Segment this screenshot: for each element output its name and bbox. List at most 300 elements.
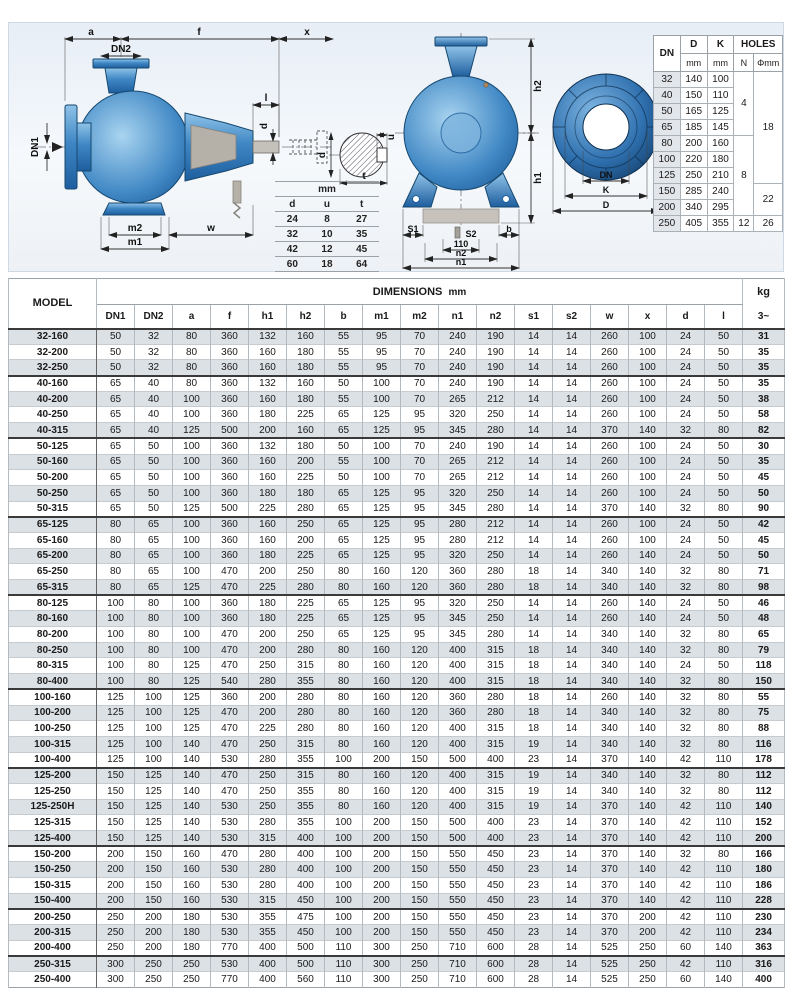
dim-cell: 140 bbox=[629, 878, 667, 894]
dim-cell: 65 bbox=[97, 485, 135, 501]
dim-cell: 80 bbox=[325, 721, 363, 737]
dim-cell: 150 bbox=[97, 768, 135, 784]
model-cell: 65-250 bbox=[9, 564, 97, 580]
dim-cell: 65 bbox=[97, 438, 135, 454]
model-cell: 32-160 bbox=[9, 329, 97, 345]
dim-cell: 315 bbox=[287, 658, 325, 674]
shaft-table-cell: 8 bbox=[310, 212, 345, 227]
shaft-table-columns bbox=[275, 197, 379, 212]
dim-cell: 95 bbox=[401, 501, 439, 517]
dim-cell: 50 bbox=[705, 407, 743, 423]
col-header-a: a bbox=[173, 305, 211, 329]
dim-cell: 360 bbox=[211, 485, 249, 501]
dim-cell: 400 bbox=[439, 642, 477, 658]
dim-cell: 360 bbox=[211, 548, 249, 564]
dim-cell: 32 bbox=[667, 689, 705, 705]
dim-cell: 14 bbox=[553, 360, 591, 376]
dim-cell: 120 bbox=[401, 721, 439, 737]
dim-cell: 95 bbox=[401, 517, 439, 533]
dim-cell: 50 bbox=[325, 470, 363, 486]
kg-cell: 35 bbox=[743, 344, 785, 360]
dim-label-l: l bbox=[264, 93, 268, 104]
dim-cell: 470 bbox=[211, 564, 249, 580]
table-row bbox=[9, 595, 785, 611]
dim-cell: 370 bbox=[591, 501, 629, 517]
dim-cell: 475 bbox=[287, 909, 325, 925]
dim-cell: 530 bbox=[211, 752, 249, 768]
dim-cell: 65 bbox=[135, 564, 173, 580]
dim-cell: 50 bbox=[705, 470, 743, 486]
kg-cell: 180 bbox=[743, 862, 785, 878]
model-cell: 125-250 bbox=[9, 783, 97, 799]
dim-cell: 280 bbox=[287, 642, 325, 658]
dim-cell: 132 bbox=[249, 438, 287, 454]
kg-cell: 363 bbox=[743, 940, 785, 956]
dim-cell: 370 bbox=[591, 893, 629, 909]
dim-cell: 250 bbox=[97, 909, 135, 925]
dim-cell: 600 bbox=[477, 972, 515, 988]
dim-cell: 160 bbox=[173, 878, 211, 894]
dim-label-b: b bbox=[506, 224, 512, 234]
dim-cell: 70 bbox=[401, 438, 439, 454]
dim-cell: 360 bbox=[211, 360, 249, 376]
dim-cell: 65 bbox=[325, 485, 363, 501]
dim-cell: 42 bbox=[667, 925, 705, 941]
model-cell: 80-315 bbox=[9, 658, 97, 674]
shaft-table-cell: 60 bbox=[275, 257, 310, 272]
dim-cell: 260 bbox=[591, 470, 629, 486]
dim-cell: 65 bbox=[325, 627, 363, 643]
dim-cell: 65 bbox=[325, 611, 363, 627]
dim-cell: 65 bbox=[135, 548, 173, 564]
dim-cell: 100 bbox=[173, 517, 211, 533]
dim-cell: 14 bbox=[553, 909, 591, 925]
dim-cell: 250 bbox=[401, 972, 439, 988]
table-row bbox=[9, 783, 785, 799]
table-row bbox=[9, 878, 785, 894]
dim-cell: 340 bbox=[591, 580, 629, 596]
dim-cell: 300 bbox=[363, 972, 401, 988]
dim-cell: 120 bbox=[401, 658, 439, 674]
dim-cell: 280 bbox=[287, 689, 325, 705]
dim-cell: 80 bbox=[97, 580, 135, 596]
dim-cell: 120 bbox=[401, 783, 439, 799]
dim-cell: 100 bbox=[97, 595, 135, 611]
flange-d-cell: 185 bbox=[680, 120, 707, 136]
dim-cell: 280 bbox=[477, 580, 515, 596]
dim-cell: 55 bbox=[325, 360, 363, 376]
flange-drawing bbox=[549, 67, 667, 235]
dim-cell: 110 bbox=[705, 878, 743, 894]
dim-cell: 160 bbox=[287, 376, 325, 392]
flange-label-k: K bbox=[602, 185, 610, 195]
dim-cell: 110 bbox=[325, 956, 363, 972]
dim-cell: 100 bbox=[173, 454, 211, 470]
kg-cell: 45 bbox=[743, 532, 785, 548]
dim-cell: 14 bbox=[515, 454, 553, 470]
dim-cell: 250 bbox=[401, 956, 439, 972]
dim-cell: 200 bbox=[363, 815, 401, 831]
dim-cell: 100 bbox=[363, 391, 401, 407]
kg-cell: 79 bbox=[743, 642, 785, 658]
dim-cell: 280 bbox=[249, 815, 287, 831]
kg-cell: 42 bbox=[743, 517, 785, 533]
dim-cell: 80 bbox=[325, 564, 363, 580]
dim-cell: 150 bbox=[401, 815, 439, 831]
dim-label-n1: n1 bbox=[455, 257, 467, 267]
dim-cell: 355 bbox=[249, 909, 287, 925]
dim-cell: 190 bbox=[477, 360, 515, 376]
kg-cell: 82 bbox=[743, 423, 785, 439]
dim-cell: 100 bbox=[629, 532, 667, 548]
flange-dn-cell: 65 bbox=[654, 120, 681, 136]
diagram-panel bbox=[8, 22, 784, 272]
dim-cell: 125 bbox=[173, 501, 211, 517]
dim-cell: 360 bbox=[211, 689, 249, 705]
table-row bbox=[9, 376, 785, 392]
dim-cell: 450 bbox=[477, 862, 515, 878]
dim-cell: 125 bbox=[173, 705, 211, 721]
dim-cell: 250 bbox=[629, 940, 667, 956]
dim-cell: 70 bbox=[401, 329, 439, 345]
dim-cell: 32 bbox=[667, 580, 705, 596]
col-header-d: d bbox=[667, 305, 705, 329]
dim-cell: 14 bbox=[553, 595, 591, 611]
dim-cell: 345 bbox=[439, 423, 477, 439]
dim-cell: 360 bbox=[211, 407, 249, 423]
dim-cell: 140 bbox=[629, 768, 667, 784]
dim-cell: 280 bbox=[477, 705, 515, 721]
dim-cell: 400 bbox=[287, 831, 325, 847]
dim-label-x: x bbox=[304, 27, 310, 38]
dim-cell: 50 bbox=[97, 344, 135, 360]
kg-cell: 150 bbox=[743, 674, 785, 690]
dim-cell: 100 bbox=[173, 407, 211, 423]
dim-cell: 14 bbox=[553, 862, 591, 878]
flange-k-cell: 125 bbox=[707, 104, 734, 120]
dim-cell: 125 bbox=[363, 532, 401, 548]
flange-n-cell: 12 bbox=[734, 216, 754, 232]
dimensions-table bbox=[8, 278, 785, 988]
flange-label-d: D bbox=[602, 200, 610, 210]
dim-cell: 250 bbox=[477, 485, 515, 501]
dim-cell: 250 bbox=[173, 972, 211, 988]
dim-cell: 470 bbox=[211, 721, 249, 737]
dim-cell: 340 bbox=[591, 564, 629, 580]
dim-cell: 14 bbox=[553, 674, 591, 690]
dim-cell: 200 bbox=[97, 862, 135, 878]
dim-cell: 200 bbox=[97, 878, 135, 894]
dim-cell: 65 bbox=[97, 501, 135, 517]
dim-cell: 110 bbox=[705, 815, 743, 831]
dim-cell: 250 bbox=[249, 736, 287, 752]
kg-cell: 55 bbox=[743, 689, 785, 705]
kg-cell: 186 bbox=[743, 878, 785, 894]
dim-cell: 150 bbox=[135, 862, 173, 878]
dim-cell: 300 bbox=[363, 940, 401, 956]
dim-cell: 125 bbox=[135, 799, 173, 815]
dim-cell: 540 bbox=[211, 674, 249, 690]
dim-cell: 280 bbox=[287, 721, 325, 737]
dim-cell: 50 bbox=[705, 485, 743, 501]
dim-cell: 132 bbox=[249, 376, 287, 392]
dim-cell: 150 bbox=[97, 815, 135, 831]
dim-cell: 400 bbox=[249, 972, 287, 988]
dim-cell: 160 bbox=[363, 580, 401, 596]
dim-cell: 140 bbox=[629, 783, 667, 799]
dim-cell: 212 bbox=[477, 391, 515, 407]
dim-cell: 530 bbox=[211, 893, 249, 909]
dim-cell: 315 bbox=[287, 768, 325, 784]
dim-cell: 50 bbox=[705, 376, 743, 392]
dim-cell: 140 bbox=[629, 736, 667, 752]
kg-cell: 112 bbox=[743, 768, 785, 784]
dim-cell: 315 bbox=[477, 783, 515, 799]
dim-cell: 315 bbox=[477, 799, 515, 815]
dim-cell: 530 bbox=[211, 909, 249, 925]
dim-cell: 280 bbox=[249, 878, 287, 894]
dim-cell: 125 bbox=[173, 689, 211, 705]
table-row bbox=[9, 407, 785, 423]
dim-cell: 280 bbox=[287, 501, 325, 517]
dim-cell: 340 bbox=[591, 705, 629, 721]
dim-cell: 50 bbox=[705, 344, 743, 360]
dim-cell: 400 bbox=[477, 831, 515, 847]
table-row bbox=[9, 831, 785, 847]
dim-cell: 530 bbox=[211, 925, 249, 941]
dim-label-m1: m1 bbox=[127, 237, 143, 248]
dim-cell: 190 bbox=[477, 438, 515, 454]
section-label-d: d bbox=[317, 151, 328, 159]
dim-cell: 140 bbox=[629, 580, 667, 596]
dim-cell: 140 bbox=[629, 815, 667, 831]
dim-cell: 18 bbox=[515, 642, 553, 658]
table-row bbox=[9, 940, 785, 956]
dim-cell: 200 bbox=[363, 752, 401, 768]
dim-cell: 530 bbox=[211, 799, 249, 815]
dim-cell: 24 bbox=[667, 470, 705, 486]
model-cell: 100-400 bbox=[9, 752, 97, 768]
dim-cell: 360 bbox=[439, 564, 477, 580]
dim-cell: 32 bbox=[667, 642, 705, 658]
dim-cell: 260 bbox=[591, 360, 629, 376]
shaft-table-cell: 35 bbox=[344, 227, 379, 242]
dim-cell: 360 bbox=[439, 580, 477, 596]
dim-cell: 260 bbox=[591, 344, 629, 360]
dim-cell: 150 bbox=[401, 831, 439, 847]
dim-cell: 14 bbox=[553, 407, 591, 423]
model-cell: 50-160 bbox=[9, 454, 97, 470]
flange-d-cell: 140 bbox=[680, 72, 707, 88]
kg-cell: 400 bbox=[743, 972, 785, 988]
dim-cell: 150 bbox=[97, 831, 135, 847]
dim-cell: 100 bbox=[173, 627, 211, 643]
flange-k-cell: 210 bbox=[707, 168, 734, 184]
dim-cell: 355 bbox=[287, 815, 325, 831]
dim-cell: 80 bbox=[325, 799, 363, 815]
flange-d-cell: 220 bbox=[680, 152, 707, 168]
col-header-h1: h1 bbox=[249, 305, 287, 329]
dim-cell: 250 bbox=[135, 972, 173, 988]
dim-cell: 160 bbox=[363, 705, 401, 721]
model-cell: 250-315 bbox=[9, 956, 97, 972]
dim-cell: 65 bbox=[97, 470, 135, 486]
table-row bbox=[9, 564, 785, 580]
dim-cell: 110 bbox=[705, 799, 743, 815]
dim-cell: 500 bbox=[439, 752, 477, 768]
flange-k-cell: 160 bbox=[707, 136, 734, 152]
dim-cell: 70 bbox=[401, 470, 439, 486]
flange-d-cell: 250 bbox=[680, 168, 707, 184]
dim-cell: 80 bbox=[705, 736, 743, 752]
dim-cell: 370 bbox=[591, 878, 629, 894]
kg-cell: 35 bbox=[743, 360, 785, 376]
kg-cell: 90 bbox=[743, 501, 785, 517]
model-cell: 65-315 bbox=[9, 580, 97, 596]
dim-cell: 340 bbox=[591, 627, 629, 643]
dim-cell: 14 bbox=[553, 517, 591, 533]
dim-cell: 150 bbox=[401, 878, 439, 894]
dim-cell: 50 bbox=[705, 532, 743, 548]
dim-cell: 450 bbox=[477, 893, 515, 909]
dim-cell: 65 bbox=[97, 423, 135, 439]
dim-cell: 500 bbox=[211, 423, 249, 439]
dim-cell: 300 bbox=[97, 972, 135, 988]
dim-cell: 40 bbox=[135, 407, 173, 423]
model-cell: 50-200 bbox=[9, 470, 97, 486]
dim-cell: 100 bbox=[135, 705, 173, 721]
dim-cell: 370 bbox=[591, 846, 629, 862]
shaft-table-row bbox=[275, 242, 379, 257]
dim-cell: 80 bbox=[325, 689, 363, 705]
dim-cell: 110 bbox=[325, 940, 363, 956]
shaft-dimension-table bbox=[275, 181, 379, 272]
dim-cell: 24 bbox=[667, 548, 705, 564]
kg-cell: 178 bbox=[743, 752, 785, 768]
main-table-subheader bbox=[9, 305, 785, 329]
dim-cell: 100 bbox=[135, 721, 173, 737]
dim-cell: 240 bbox=[439, 344, 477, 360]
dim-cell: 125 bbox=[363, 423, 401, 439]
dim-cell: 470 bbox=[211, 627, 249, 643]
dim-cell: 140 bbox=[629, 721, 667, 737]
dim-cell: 80 bbox=[325, 642, 363, 658]
dim-cell: 19 bbox=[515, 783, 553, 799]
model-cell: 40-160 bbox=[9, 376, 97, 392]
flange-dn-cell: 40 bbox=[654, 88, 681, 104]
dim-cell: 14 bbox=[553, 768, 591, 784]
dim-cell: 14 bbox=[553, 972, 591, 988]
dim-cell: 125 bbox=[135, 831, 173, 847]
shaft-table-cell: 27 bbox=[344, 212, 379, 227]
dim-cell: 50 bbox=[705, 517, 743, 533]
model-cell: 100-160 bbox=[9, 689, 97, 705]
dim-cell: 80 bbox=[135, 658, 173, 674]
dim-cell: 550 bbox=[439, 878, 477, 894]
dim-cell: 125 bbox=[173, 423, 211, 439]
col-header-s1: s1 bbox=[515, 305, 553, 329]
dim-cell: 180 bbox=[287, 344, 325, 360]
dim-cell: 280 bbox=[477, 689, 515, 705]
col-header-f: f bbox=[211, 305, 249, 329]
dim-cell: 200 bbox=[363, 893, 401, 909]
dim-cell: 42 bbox=[667, 752, 705, 768]
dim-cell: 250 bbox=[135, 956, 173, 972]
dim-cell: 280 bbox=[477, 423, 515, 439]
table-row bbox=[9, 517, 785, 533]
dim-cell: 32 bbox=[667, 423, 705, 439]
kg-cell: 228 bbox=[743, 893, 785, 909]
dim-cell: 23 bbox=[515, 862, 553, 878]
dim-label-110: 110 bbox=[453, 239, 469, 249]
dim-cell: 80 bbox=[705, 580, 743, 596]
model-cell: 200-400 bbox=[9, 940, 97, 956]
dim-cell: 200 bbox=[363, 831, 401, 847]
dim-cell: 32 bbox=[135, 329, 173, 345]
dim-cell: 360 bbox=[211, 470, 249, 486]
dim-cell: 125 bbox=[363, 548, 401, 564]
dim-cell: 55 bbox=[325, 391, 363, 407]
table-row bbox=[9, 627, 785, 643]
dim-cell: 200 bbox=[249, 689, 287, 705]
dim-cell: 250 bbox=[97, 925, 135, 941]
dim-cell: 225 bbox=[287, 611, 325, 627]
dim-cell: 530 bbox=[211, 878, 249, 894]
dim-cell: 250 bbox=[401, 940, 439, 956]
dim-cell: 24 bbox=[667, 438, 705, 454]
dim-cell: 600 bbox=[477, 940, 515, 956]
kg-cell: 166 bbox=[743, 846, 785, 862]
dim-cell: 212 bbox=[477, 532, 515, 548]
dim-cell: 360 bbox=[211, 376, 249, 392]
dim-cell: 14 bbox=[553, 736, 591, 752]
dim-cell: 345 bbox=[439, 611, 477, 627]
table-row bbox=[9, 423, 785, 439]
dim-cell: 14 bbox=[553, 376, 591, 392]
dim-cell: 100 bbox=[173, 642, 211, 658]
dim-cell: 180 bbox=[249, 485, 287, 501]
dim-cell: 24 bbox=[667, 611, 705, 627]
dim-cell: 200 bbox=[97, 846, 135, 862]
dim-cell: 80 bbox=[325, 705, 363, 721]
dim-cell: 14 bbox=[553, 611, 591, 627]
dim-cell: 24 bbox=[667, 517, 705, 533]
main-table-body bbox=[9, 329, 785, 988]
dim-cell: 14 bbox=[515, 627, 553, 643]
dim-cell: 470 bbox=[211, 642, 249, 658]
dim-cell: 80 bbox=[705, 705, 743, 721]
shaft-col-d: d bbox=[275, 197, 310, 212]
dim-cell: 200 bbox=[135, 909, 173, 925]
dim-cell: 65 bbox=[135, 580, 173, 596]
dim-cell: 32 bbox=[667, 674, 705, 690]
dim-cell: 65 bbox=[97, 391, 135, 407]
dim-cell: 100 bbox=[325, 878, 363, 894]
dim-cell: 200 bbox=[287, 454, 325, 470]
dim-cell: 370 bbox=[591, 925, 629, 941]
dim-cell: 80 bbox=[705, 501, 743, 517]
dim-cell: 14 bbox=[515, 517, 553, 533]
table-row bbox=[9, 768, 785, 784]
shaft-col-t: t bbox=[344, 197, 379, 212]
dim-cell: 140 bbox=[629, 658, 667, 674]
model-cell: 80-400 bbox=[9, 674, 97, 690]
dim-cell: 95 bbox=[363, 344, 401, 360]
dim-cell: 470 bbox=[211, 705, 249, 721]
dimensions-header bbox=[97, 279, 743, 305]
dim-cell: 32 bbox=[667, 846, 705, 862]
dim-cell: 100 bbox=[173, 532, 211, 548]
